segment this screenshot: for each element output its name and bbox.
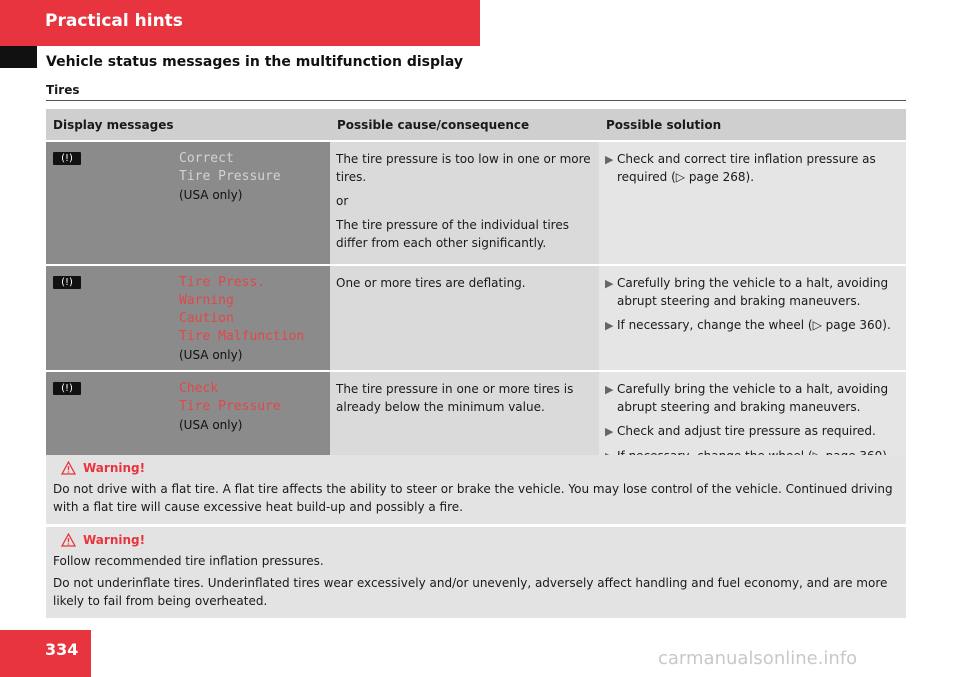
cause-cell [330,140,599,264]
bullet-triangle-icon: ▶ [605,383,614,396]
cause-cell [330,264,599,370]
bullet-triangle-icon: ▶ [605,153,614,166]
cause-text: or [336,194,349,208]
column-header-cause: Possible cause/consequence [330,109,599,140]
column-header-solution: Possible solution [599,109,906,140]
watermark: carmanualsonline.info [658,648,858,669]
tire-pressure-warning-icon: (!) [53,276,81,289]
tire-pressure-warning-icon: (!) [53,152,81,165]
display-texts [179,380,281,434]
warning-text: Follow recommended tire inflation pressures. [53,554,324,568]
solution-text: Carefully bring the vehicle to a halt, avoiding abrupt steering and braking maneuvers. [617,276,889,308]
solution-item [605,150,900,186]
display-text-line: Check [179,381,219,396]
display-text-line: Caution [179,311,234,326]
section-tab-title: Practical hints [45,11,183,31]
solution-text: Carefully bring the vehicle to a halt, avoiding abrupt steering and braking maneuvers. [617,382,889,414]
cause-text: The tire pressure in one or more tires is already below the minimum value. [336,382,574,414]
column-header-display: Display messages [46,109,330,140]
heading-divider [46,100,906,101]
solution-item [605,274,900,310]
warning-title-text: Warning! [83,461,146,475]
table-body [46,140,906,478]
bullet-triangle-icon: ▶ [605,319,614,332]
display-message [53,150,324,204]
display-text-line: Tire Malfunction [179,329,305,344]
warning-title-text: Warning! [83,533,146,547]
display-message [53,274,324,364]
warning-title [61,459,899,477]
solution-text: If necessary, change the wheel (▷ page 360). [617,318,891,332]
page-number: 334 [45,640,79,659]
cause-text: The tire pressure of the individual tires differ from each other significantly. [336,218,569,250]
display-text-line: Tire Press. [179,275,266,290]
page-title: Vehicle status messages in the multifunction display [46,54,463,70]
solution-text: Check and correct tire inflation pressure as required (▷ page 268). [617,152,876,184]
region-note: (USA only) [179,348,243,362]
warning-triangle-icon [61,533,76,547]
table-row [46,140,906,264]
solution-item [605,380,900,416]
table-header-row [46,109,906,140]
warning-box-flat-tire [46,455,906,524]
display-text-line: Correct [179,151,234,166]
section-heading: Tires [46,83,80,97]
solution-cell [599,140,906,264]
cause-text: The tire pressure is too low in one or more tires. [336,152,591,184]
tire-pressure-warning-icon: (!) [53,382,81,395]
display-texts [179,150,281,204]
display-text-line: Tire Pressure [179,169,281,184]
solution-item [605,316,900,335]
display-text-line: Warning [179,293,234,308]
bullet-triangle-icon: ▶ [605,425,614,438]
warning-text: Do not underinflate tires. Underinflated tires wear excessively and/or unevenly, adversely affect handling and fuel economy, and are more likely to fail from being overheated. [53,576,888,608]
section-tab [0,0,480,46]
display-message-cell [46,264,330,370]
warning-text: Do not drive with a flat tire. A flat tire affects the ability to steer or brake the vehicle. You may lose control of the vehicle. Continued driving with a flat tire will cause excessive heat build-up and possibly a fire. [53,482,893,514]
display-text-line: Tire Pressure [179,399,281,414]
solution-item [605,422,900,441]
display-message-cell [46,140,330,264]
page-number-box [0,630,91,677]
status-message-table [46,109,906,478]
warning-triangle-icon [61,461,76,475]
margin-marker [0,46,37,68]
cause-text: One or more tires are deflating. [336,276,526,290]
display-message [53,380,324,434]
solution-cell [599,264,906,370]
bullet-triangle-icon: ▶ [605,277,614,290]
table-row [46,264,906,370]
warning-box-inflation [46,527,906,618]
solution-text: Check and adjust tire pressure as required. [617,424,876,438]
display-texts [179,274,304,364]
region-note: (USA only) [179,418,243,432]
warning-title [61,531,899,549]
region-note: (USA only) [179,188,243,202]
